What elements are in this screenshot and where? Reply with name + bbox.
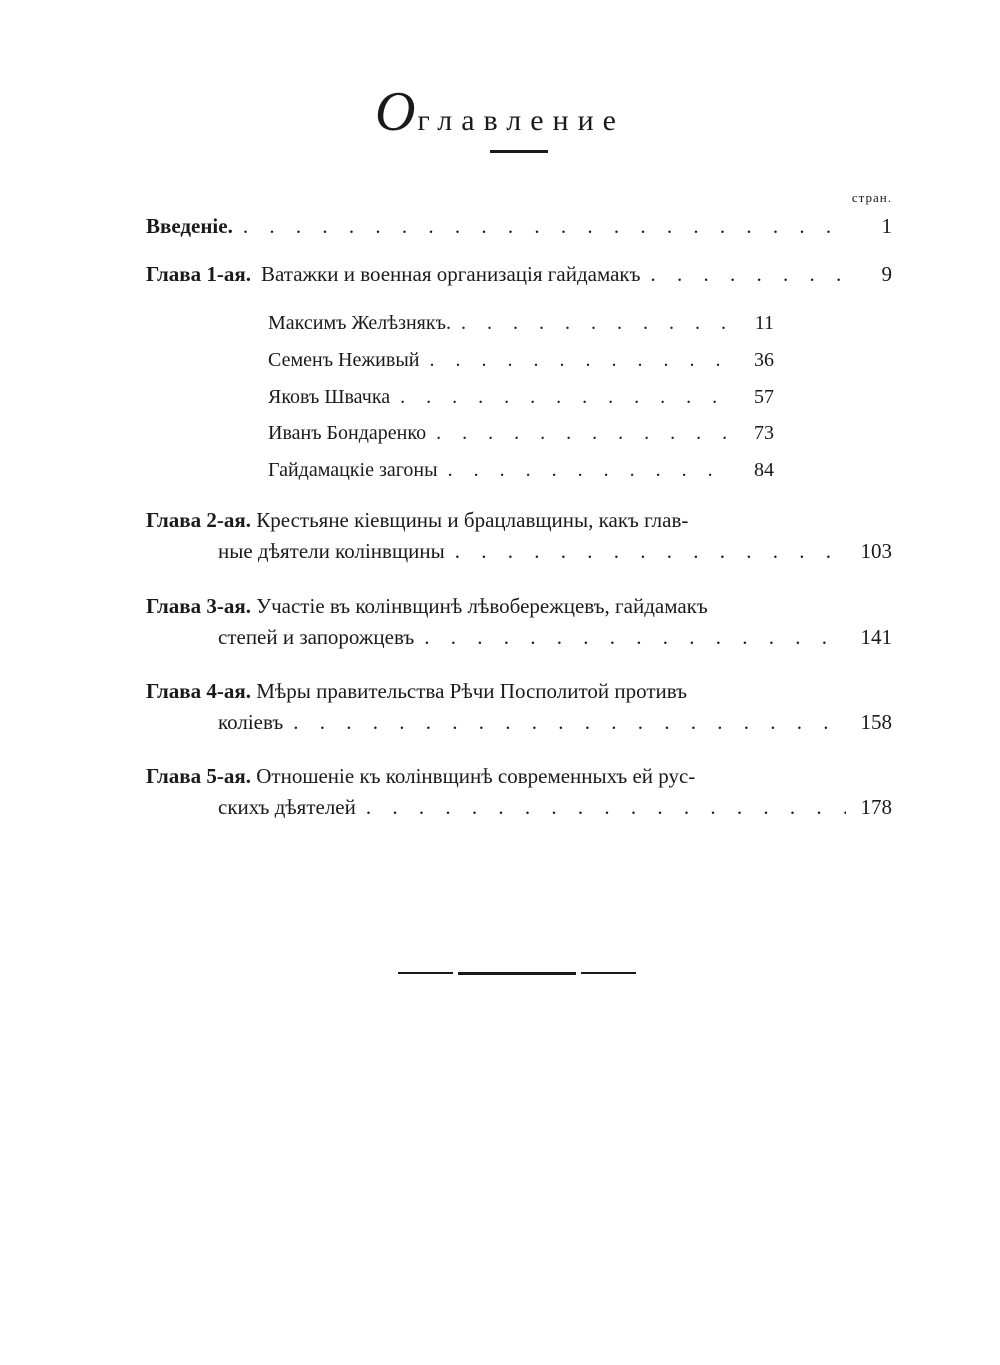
leader-dots — [366, 795, 846, 820]
subentry-title: Семенъ Неживый — [268, 349, 420, 371]
toc-entry-chapter-3 — [146, 594, 892, 650]
chapter-5-title-line-1: Отношеніе къ колінвщинѣ современныхъ ей рус- — [256, 764, 696, 788]
toc-subentry — [268, 349, 774, 372]
toc-subentry — [268, 459, 774, 482]
title-divider — [490, 150, 548, 153]
chapter-4-page: 158 — [860, 710, 892, 734]
end-divider-right — [581, 972, 636, 974]
toc-subentry — [268, 386, 774, 409]
leader-dots — [455, 539, 846, 564]
subentry-page: 11 — [754, 312, 774, 334]
chapter-2-title-line-2: ные дѣятели колінвщины — [218, 539, 445, 563]
page-title — [0, 80, 1000, 144]
leader-dots — [243, 214, 846, 239]
toc-entry-intro — [146, 214, 892, 239]
chapter-4-label: Глава 4-ая. — [146, 679, 251, 703]
chapter-1-page: 9 — [881, 262, 892, 286]
subentry-title: Иванъ Бондаренко — [268, 422, 427, 444]
leader-dots — [400, 386, 728, 409]
chapter-4-title-line-1: Мѣры правительства Рѣчи Посполитой противъ — [256, 679, 687, 703]
leader-dots — [650, 262, 846, 287]
leader-dots — [448, 459, 728, 482]
toc-entry-chapter-4 — [146, 679, 892, 735]
leader-dots — [424, 625, 846, 650]
chapter-2-page: 103 — [860, 539, 892, 563]
chapter-5-page: 178 — [860, 795, 892, 819]
toc-entry-chapter-1 — [146, 262, 892, 287]
chapter-2-title-line-1: Крестьяне кіевщины и брацлавщины, какъ глав- — [256, 508, 689, 532]
chapter-2-label: Глава 2-ая. — [146, 508, 251, 532]
toc-entry-chapter-2 — [146, 508, 892, 564]
leader-dots — [293, 710, 846, 735]
leader-dots — [461, 312, 728, 335]
toc-entry-chapter-5 — [146, 764, 892, 820]
chapter-3-page: 141 — [860, 625, 892, 649]
subentry-title: Максимъ Желѣзнякъ. — [268, 312, 451, 334]
leader-dots — [429, 349, 728, 372]
subentry-title: Гайдамацкіе загоны — [268, 459, 438, 481]
subentry-title: Яковъ Швачка — [268, 386, 391, 408]
intro-page: 1 — [881, 214, 892, 238]
title-initial: О — [374, 81, 418, 143]
subentry-page: 84 — [754, 459, 774, 481]
chapter-3-label: Глава 3-ая. — [146, 594, 251, 618]
leader-dots — [436, 422, 728, 445]
chapter-5-label: Глава 5-ая. — [146, 764, 251, 788]
end-divider-center — [458, 972, 576, 975]
end-divider-left — [398, 972, 453, 974]
chapter-3-title-line-2: степей и запорожцевъ — [218, 625, 415, 649]
chapter-4-title-line-2: коліевъ — [218, 710, 284, 734]
page-column-label: стран. — [851, 190, 892, 205]
chapter-1-label: Глава 1-ая. — [146, 262, 251, 286]
chapter-1-title: Ватажки и военная организація гайдамакъ — [260, 262, 641, 286]
subentry-page: 57 — [754, 386, 774, 408]
subentry-page: 73 — [754, 422, 774, 444]
chapter-3-title-line-1: Участіе въ колінвщинѣ лѣвобережцевъ, гайдамакъ — [256, 594, 708, 618]
toc-subentry — [268, 422, 774, 445]
intro-label: Введеніе. — [146, 214, 233, 238]
toc-subentry — [268, 312, 774, 335]
title-rest: главление — [417, 104, 625, 137]
chapter-5-title-line-2: скихъ дѣятелей — [218, 795, 356, 819]
subentry-page: 36 — [754, 349, 774, 371]
